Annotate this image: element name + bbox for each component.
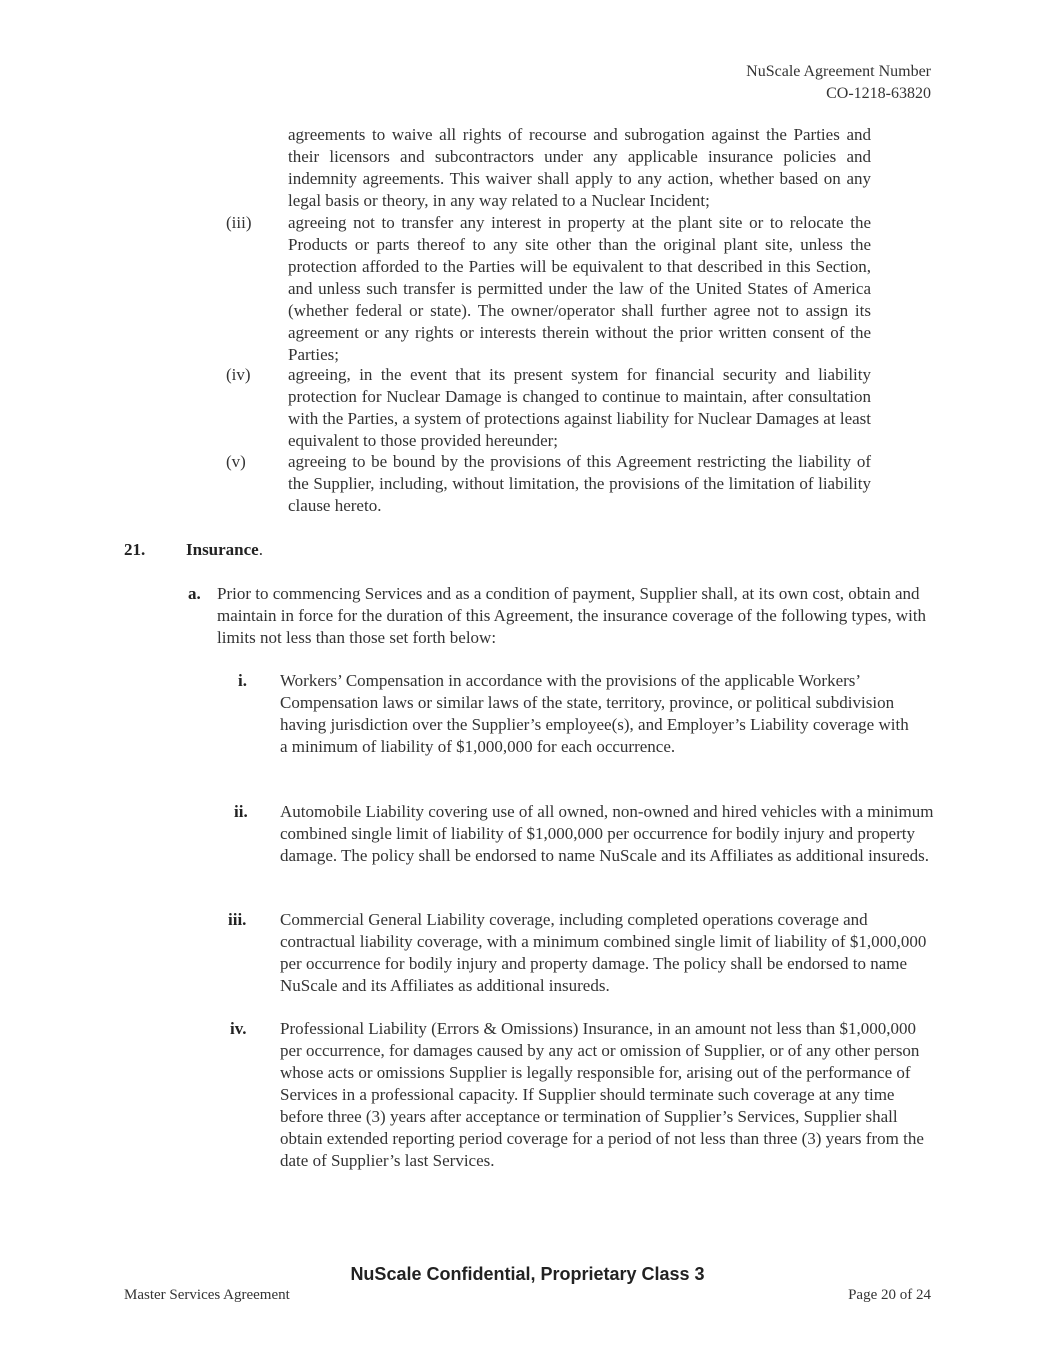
section-title-suffix: . (258, 540, 263, 559)
header-line2: CO-1218-63820 (826, 85, 931, 102)
insurance-item-text: Workers’ Compensation in accordance with the provisions of the applicable Workers’ Compensation laws or similar laws of the state, territory, province, or political subdivision having jurisdiction over the Supplier’s employee(s), and Employer’s Liability coverage with a minimum of liability of $1,000,000 for each occurrence. (280, 671, 909, 756)
sub-item-label: (iv) (226, 365, 251, 384)
item-label: iv. (230, 1019, 247, 1038)
insurance-item-text: Commercial General Liability coverage, including completed operations coverage and contractual liability coverage, with a minimum combined single limit of liability of $1,000,000 per occurrence for bodily injury and property damage. The policy shall be endorsed to name NuScale and its Affiliates as additional insureds. (280, 910, 927, 995)
sub-item-label: (iii) (226, 213, 252, 232)
item-label: i. (238, 671, 247, 690)
sub-item-label: (v) (226, 452, 246, 471)
sub-item-text: agreeing, in the event that its present system for financial security and liability protection for Nuclear Damage is changed to continue to maintain, after consultation with the Parties, a system of protections against liability for Nuclear Damages at least equivalent to those provided hereunder; (288, 365, 871, 450)
section-title: Insurance (186, 540, 259, 559)
footer-page-number: Page 20 of 24 (848, 1287, 931, 1303)
sub-item-continuation: agreements to waive all rights of recourse and subrogation against the Parties and their licensors and subcontractors under any applicable insurance policies and indemnity agreements. This waiver shall apply to any action, whether based on any legal basis or theory, in any way related to a Nuclear Incident; (288, 125, 871, 210)
confidentiality-notice: NuScale Confidential, Proprietary Class 3 (350, 1264, 705, 1284)
sub-item-text: agreeing not to transfer any interest in property at the plant site or to relocate the Products or parts thereof to any site other than the original plant site, unless the protection afforded to the Parties will be equivalent to that described in this Section, and unless such transfer is permitted under the law of the United States of America (whether federal or state). The owner/operator shall further agree not to assign its agreement or any rights or interests therein without the prior written consent of the Parties; (288, 213, 871, 364)
footer-document-name: Master Services Agreement (124, 1287, 290, 1303)
sub-item-text: agreeing to be bound by the provisions of this Agreement restricting the liability of the Supplier, including, without limitation, the provisions of the limitation of liability clause hereto. (288, 452, 871, 515)
clause-text: Prior to commencing Services and as a condition of payment, Supplier shall, at its own cost, obtain and maintain in force for the duration of this Agreement, the insurance coverage of the following types, with limits not less than those set forth below: (217, 584, 927, 647)
item-label: ii. (234, 802, 248, 821)
section-number: 21. (124, 540, 146, 559)
item-label: iii. (228, 910, 247, 929)
clause-label: a. (188, 584, 201, 603)
agreement-number-header (746, 61, 931, 105)
insurance-item-text: Automobile Liability covering use of all owned, non-owned and hired vehicles with a minimum combined single limit of liability of $1,000,000 per occurrence for bodily injury and property damage. The policy shall be endorsed to name NuScale and its Affiliates as additional insureds. (280, 802, 934, 865)
header-line1: NuScale Agreement Number (746, 63, 931, 80)
insurance-item-text: Professional Liability (Errors & Omissions) Insurance, in an amount not less than $1,000,000 per occurrence, for damages caused by any act or omission of Supplier, or of any other person whose acts or omissions Supplier is legally responsible for, arising out of the performance of Services in a professional capacity. If Supplier should terminate such coverage at any time before three (3) years after acceptance or termination of Supplier’s Services, Supplier shall obtain extended reporting period coverage for a period of not less than three (3) years from the date of Supplier’s last Services. (280, 1019, 924, 1170)
section-heading (186, 539, 263, 561)
